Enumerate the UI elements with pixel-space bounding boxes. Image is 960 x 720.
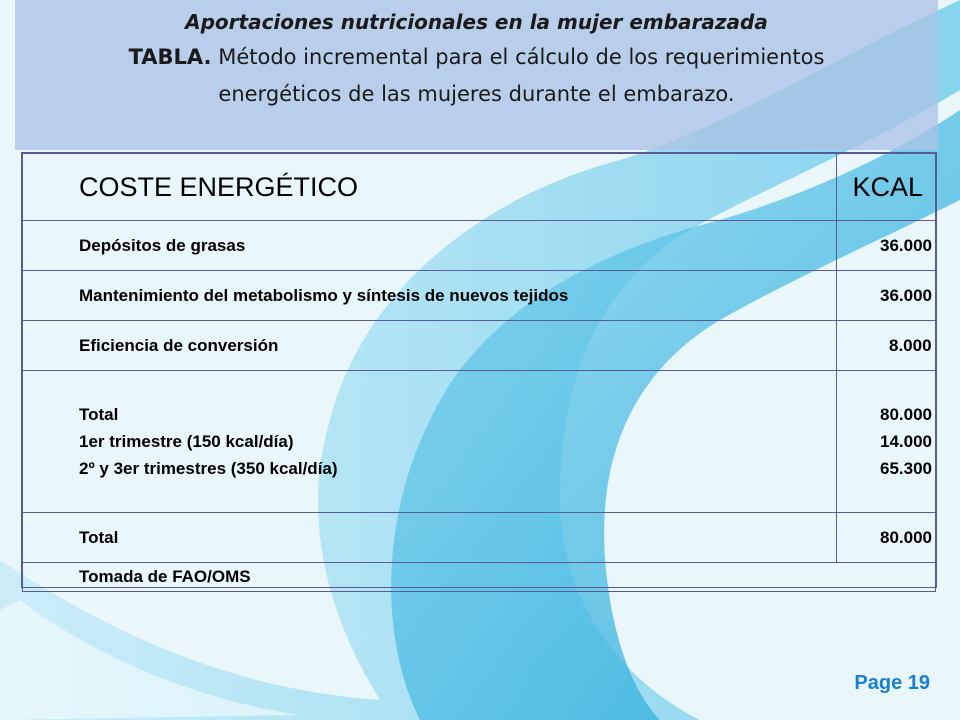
- table-row: [23, 271, 936, 321]
- table-row: [23, 513, 936, 563]
- table-source-empty: [837, 563, 936, 592]
- row-label: Mantenimiento del metabolismo y síntesis de nuevos tejidos: [23, 271, 837, 321]
- row-label: Depósitos de grasas: [23, 221, 837, 271]
- row-value: 65.300: [880, 459, 932, 478]
- subtitle-lead: TABLA.: [128, 45, 212, 69]
- row-label: 1er trimestre (150 kcal/día): [79, 432, 294, 451]
- slide-title: Aportaciones nutricionales en la mujer embarazada: [185, 10, 768, 34]
- row-label: Eficiencia de conversión: [23, 321, 837, 371]
- table-source: Tomada de FAO/OMS: [23, 563, 837, 592]
- row-label-group: [23, 371, 837, 513]
- row-value: 80.000: [880, 405, 932, 424]
- row-label: Total: [23, 513, 837, 563]
- table-header-row: [23, 154, 936, 221]
- column-header-kcal: KCAL: [837, 154, 936, 221]
- energy-table: [21, 152, 937, 588]
- row-value-group: [837, 371, 936, 513]
- slide-header: [15, 0, 938, 150]
- row-value: 14.000: [880, 432, 932, 451]
- row-value: 36.000: [837, 271, 936, 321]
- row-value: 80.000: [837, 513, 936, 563]
- table-row: [23, 371, 936, 513]
- subtitle-text: Método incremental para el cálculo de los requerimientos: [211, 45, 825, 69]
- page-number: Page 19: [854, 672, 930, 694]
- slide-subtitle-line2: energéticos de las mujeres durante el embarazo.: [218, 82, 735, 106]
- row-label: 2º y 3er trimestres (350 kcal/día): [79, 459, 338, 478]
- row-value: 8.000: [837, 321, 936, 371]
- slide-subtitle: [15, 45, 938, 69]
- table-source-row: [23, 563, 936, 592]
- table-row: [23, 321, 936, 371]
- row-value: 36.000: [837, 221, 936, 271]
- column-header-cost: COSTE ENERGÉTICO: [23, 154, 837, 221]
- row-label: Total: [79, 405, 119, 424]
- table-row: [23, 221, 936, 271]
